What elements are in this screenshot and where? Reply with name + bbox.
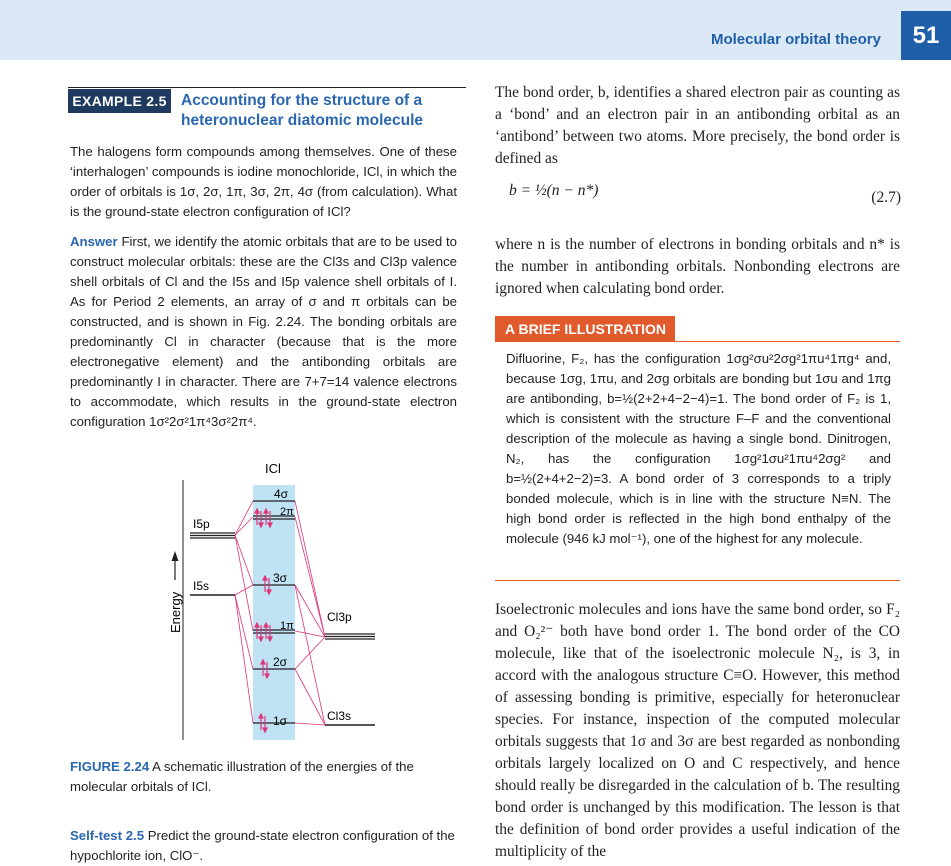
header-band bbox=[0, 0, 951, 60]
answer-text: First, we identify the atomic orbitals that are to be used to construct molecular orbitals: these are the Cl3s and Cl3p valence shell orbitals of Cl and the I5s and I5p valence shell orbitals of I. As for Period 2 elements, an array of σ and π orbitals can be constructed, and is shown in Fig. 2.24. The bonding orbitals are predominantly Cl in character (because that is the more electronegative element) and the antibonding orbitals are predominantly I in character. There are 7+7=14 valence electrons to accommodate, which results in the ground-state electron configuration 1σ²2σ²1π⁴3σ²2π⁴. bbox=[70, 234, 458, 429]
isoelectronic-paragraph: Isoelectronic molecules and ions have the same bond order, so F₂ and O₂²⁻ both have bond order 1. The bond order of the CO molecule, like that of the isoelectronic molecule N₂, is 3, in accord with the analogous structure C≡O. However, this method of assessing bonding is primitive, especially for heteronuclear species. For instance, inspection of the computed molecular orbitals suggests that 1σ and 3σ are best regarded as nonbonding orbitals largely localized on O and C respectively, and hence should really be disregarded in the calculation of b. The resulting bond order is unchanged by this modification. The lesson is that the definition of bond order provides a useful indication of the multiplicity of the bbox=[495, 601, 900, 860]
example-rule bbox=[68, 87, 466, 88]
mo-label-1pi: 1π bbox=[280, 620, 294, 632]
cl3p-label: Cl3p bbox=[327, 610, 352, 624]
mo-label-1sigma: 1σ bbox=[273, 714, 288, 728]
example-answer bbox=[70, 232, 457, 432]
energy-label: Energy bbox=[168, 591, 183, 633]
mo-label-2sigma: 2σ bbox=[273, 655, 288, 669]
example-question: The halogens form compounds among themselves. One of these ‘interhalogen’ compounds is iodine monochloride, ICl, in which the order of orbitals is 1σ, 2σ, 1π, 3σ, 2π, 4σ (from calculation). What is the ground-state electron configuration of ICl? bbox=[70, 144, 457, 219]
bond-order-paragraph: The bond order, b, identifies a shared electron pair as counting as a ‘bond’ and an electron pair in an antibonding orbital as an ‘antibond’ between two atoms. More precisely, the bond order is defined as bbox=[495, 84, 900, 167]
brief-illustration-bottom-rule bbox=[495, 580, 900, 581]
i5p-levels bbox=[190, 533, 235, 538]
example-title: Accounting for the structure of a heteronuclear diatomic molecule bbox=[181, 92, 424, 129]
figure-label: FIGURE 2.24 bbox=[70, 759, 150, 774]
brief-illustration-top-rule bbox=[675, 341, 900, 342]
mo-label-4sigma: 4σ bbox=[274, 487, 289, 501]
example-label: EXAMPLE 2.5 bbox=[68, 89, 171, 113]
figure-caption bbox=[70, 757, 460, 797]
page-number: 51 bbox=[901, 11, 951, 60]
mo-label-2pi: 2π bbox=[280, 506, 294, 518]
cl3s-label: Cl3s bbox=[327, 709, 352, 723]
mo-diagram bbox=[160, 455, 410, 755]
bond-order-equation: b = ½(n − n*) bbox=[509, 182, 599, 199]
molecule-label: ICl bbox=[265, 461, 281, 476]
self-test-text: Predict the ground-state electron configuration of the hypochlorite ion, ClO⁻. bbox=[70, 828, 455, 863]
brief-illustration-label: A BRIEF ILLUSTRATION bbox=[495, 316, 675, 342]
mo-label-3sigma: 3σ bbox=[273, 571, 288, 585]
brief-illustration-text: Difluorine, F₂, has the configuration 1σg²σu²2σg²1πu⁴1πg⁴ and, because 1σg, 1πu, and 2σg orbitals are bonding but 1σu and 1πg are antibonding, b=½(2+2+4−2−4)=1. The bond order of F₂ is 1, which is consistent with the structure F–F and the conventional description of the molecule as having a single bond. Dinitrogen, N₂, has the configuration 1σg²1σu²1πu⁴2σg² and b=½(2+4+2−2)=3. A bond order of 3 corresponds to a triply bonded molecule, which is in line with the structure N≡N. The high bond order is reflected in the high bond enthalpy of the molecule (946 kJ mol⁻¹), one of the highest for any molecule. bbox=[506, 351, 891, 546]
self-test bbox=[70, 826, 460, 866]
answer-label: Answer bbox=[70, 234, 118, 249]
energy-arrow-head bbox=[172, 551, 179, 561]
running-title: Molecular orbital theory bbox=[710, 31, 881, 48]
equation-number: (2.7) bbox=[871, 189, 901, 206]
self-test-label: Self-test 2.5 bbox=[70, 828, 145, 843]
figure-caption-text: A schematic illustration of the energies of the molecular orbitals of ICl. bbox=[70, 759, 414, 794]
i5s-label: I5s bbox=[193, 579, 210, 593]
electron-count-paragraph: where n is the number of electrons in bonding orbitals and n* is the number in antibonding orbitals. Nonbonding electrons are ignored when calculating bond order. bbox=[495, 236, 900, 297]
i5p-label: I5p bbox=[193, 517, 210, 531]
cl3p-levels bbox=[325, 634, 375, 639]
